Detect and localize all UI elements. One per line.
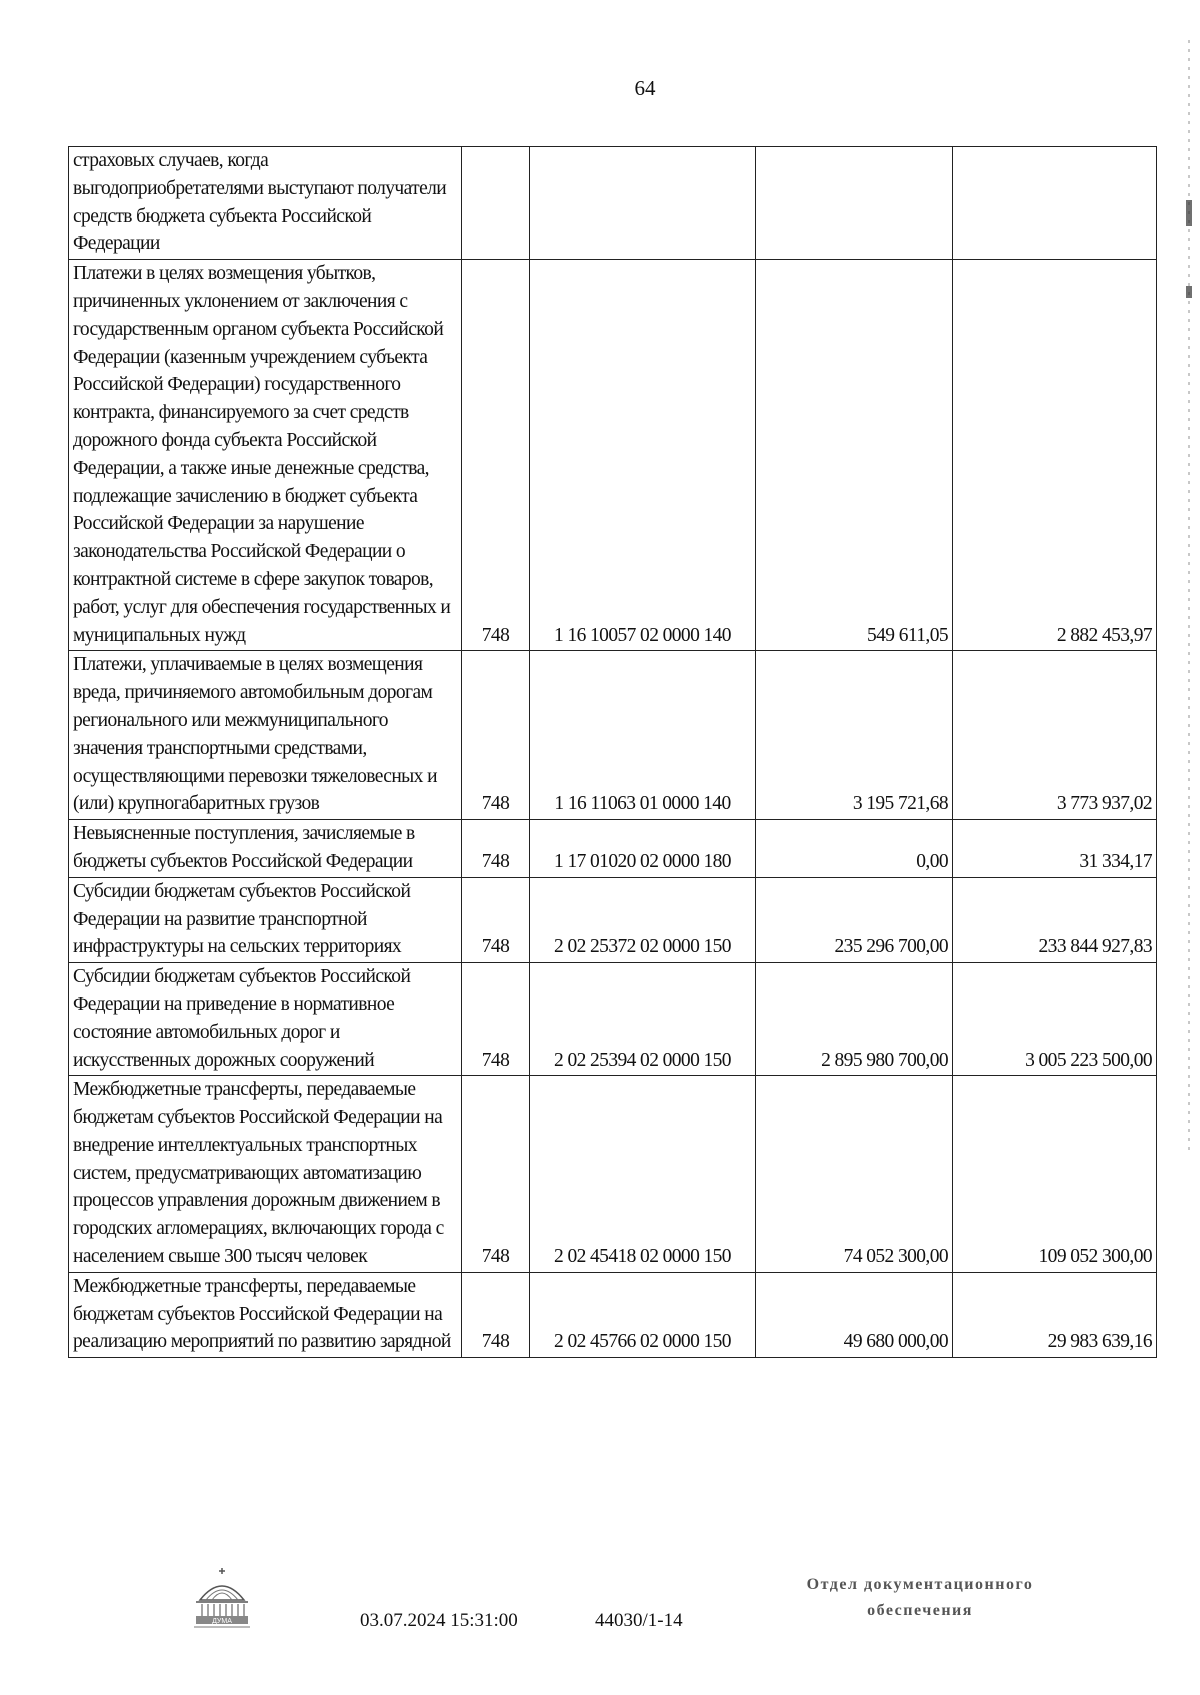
amount-plan: 235 296 700,00 <box>756 877 953 962</box>
budget-classification-code: 1 16 11063 01 0000 140 <box>530 651 756 820</box>
stamp-line: обеспечения <box>867 1602 973 1619</box>
row-description: Субсидии бюджетам субъектов Российской Федерации на приведение в нормативное состояние автомобильных дорог и искусственных дорожных сооружений <box>69 963 462 1076</box>
footer-datetime: 03.07.2024 15:31:00 <box>360 1610 518 1631</box>
amount-plan: 49 680 000,00 <box>756 1272 953 1357</box>
amount-actual: 29 983 639,16 <box>953 1272 1157 1357</box>
row-description: Платежи, уплачиваемые в целях возмещения вреда, причиняемого автомобильным дорогам регионального или межмуниципального значения транспортными средствами, осуществляющими перевозки тяжеловесных и (или) крупногабаритных грузов <box>69 651 462 820</box>
amount-actual <box>953 147 1157 260</box>
footer-doc-number: 44030/1-14 <box>595 1610 683 1631</box>
amount-actual: 109 052 300,00 <box>953 1076 1157 1273</box>
admin-code: 748 <box>462 260 530 651</box>
table-row <box>69 260 1157 651</box>
duma-logo-icon <box>186 1566 258 1630</box>
stamp-line: Отдел документационного <box>806 1576 1034 1593</box>
amount-actual: 2 882 453,97 <box>953 260 1157 651</box>
admin-code: 748 <box>462 963 530 1076</box>
table-row <box>69 651 1157 820</box>
row-description: страховых случаев, когда выгодоприобретателями выступают получатели средств бюджета субъекта Российской Федерации <box>69 147 462 260</box>
department-stamp <box>770 1572 1070 1624</box>
amount-actual: 31 334,17 <box>953 820 1157 878</box>
admin-code: 748 <box>462 1272 530 1357</box>
table-row <box>69 820 1157 878</box>
row-description: Субсидии бюджетам субъектов Российской Федерации на развитие транспортной инфраструктуры на сельских территориях <box>69 877 462 962</box>
row-description: Межбюджетные трансферты, передаваемые бюджетам субъектов Российской Федерации на реализацию мероприятий по развитию зарядной <box>69 1272 462 1357</box>
svg-text:ДУМА: ДУМА <box>212 1618 232 1625</box>
budget-classification-code: 1 17 01020 02 0000 180 <box>530 820 756 878</box>
admin-code: 748 <box>462 1076 530 1273</box>
table-row <box>69 963 1157 1076</box>
budget-classification-code: 2 02 45766 02 0000 150 <box>530 1272 756 1357</box>
revenue-table <box>68 146 1157 1358</box>
amount-plan: 2 895 980 700,00 <box>756 963 953 1076</box>
budget-classification-code: 1 16 10057 02 0000 140 <box>530 260 756 651</box>
table-row <box>69 147 1157 260</box>
table-row <box>69 1272 1157 1357</box>
admin-code: 748 <box>462 877 530 962</box>
row-description: Невыясненные поступления, зачисляемые в бюджеты субъектов Российской Федерации <box>69 820 462 878</box>
amount-plan: 0,00 <box>756 820 953 878</box>
amount-plan: 74 052 300,00 <box>756 1076 953 1273</box>
admin-code: 748 <box>462 820 530 878</box>
table-row <box>69 877 1157 962</box>
row-description: Платежи в целях возмещения убытков, причиненных уклонением от заключения с государственным органом субъекта Российской Федерации (казенным учреждением субъекта Российской Федерации) государственного контракта, финансируемого за счет средств дорожного фонда субъекта Российской Федерации, а также иные денежные средства, подлежащие зачислению в бюджет субъекта Российской Федерации за нарушение законодательства Российской Федерации о контрактной системе в сфере закупок товаров, работ, услуг для обеспечения государственных и муниципальных нужд <box>69 260 462 651</box>
budget-classification-code <box>530 147 756 260</box>
amount-plan: 549 611,05 <box>756 260 953 651</box>
admin-code <box>462 147 530 260</box>
amount-actual: 3 773 937,02 <box>953 651 1157 820</box>
table-row <box>69 1076 1157 1273</box>
row-description: Межбюджетные трансферты, передаваемые бюджетам субъектов Российской Федерации на внедрение интеллектуальных транспортных систем, предусматривающих автоматизацию процессов управления дорожным движением в городских агломерациях, включающих города с населением свыше 300 тысяч человек <box>69 1076 462 1273</box>
admin-code: 748 <box>462 651 530 820</box>
budget-classification-code: 2 02 25372 02 0000 150 <box>530 877 756 962</box>
scan-mark <box>1186 286 1192 298</box>
scan-mark <box>1186 200 1192 226</box>
budget-classification-code: 2 02 25394 02 0000 150 <box>530 963 756 1076</box>
amount-actual: 3 005 223 500,00 <box>953 963 1157 1076</box>
amount-actual: 233 844 927,83 <box>953 877 1157 962</box>
amount-plan <box>756 147 953 260</box>
amount-plan: 3 195 721,68 <box>756 651 953 820</box>
budget-classification-code: 2 02 45418 02 0000 150 <box>530 1076 756 1273</box>
page-number: 64 <box>634 76 656 100</box>
